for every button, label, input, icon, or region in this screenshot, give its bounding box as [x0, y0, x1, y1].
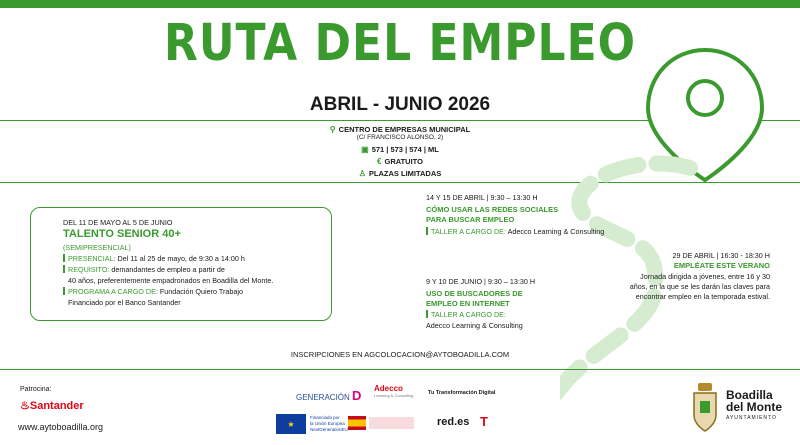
- ministry-badge: [369, 417, 414, 429]
- eu-flag-icon: ★: [276, 414, 306, 434]
- generacion-logo: GENERACIÓN D: [296, 388, 362, 403]
- bullet-bar: [426, 310, 428, 318]
- venue-line: ⚲ CENTRO DE EMPRESAS MUNICIPAL: [329, 125, 471, 134]
- event2-title-2: EMPLEO EN INTERNET: [426, 299, 510, 308]
- program-dates: DEL 11 DE MAYO AL 5 DE JUNIO: [63, 218, 173, 227]
- patrocina-label: Patrocina:: [20, 386, 52, 393]
- event3-desc-2: años, en la que se les darán las claves para: [629, 282, 770, 291]
- program-requirement: REQUISITO: demandantes de empleo a partir de: [63, 264, 225, 275]
- bullet-bar: [63, 254, 65, 262]
- dashed-path: [560, 164, 690, 445]
- program-presencial: PRESENCIAL: Del 11 al 25 de mayo, de 9:30 a 14:00 h: [63, 253, 245, 264]
- generacion-d-icon: D: [352, 388, 362, 403]
- event1-date: 14 Y 15 DE ABRIL | 9:30 – 13:30 H: [426, 193, 538, 202]
- city-crest-icon: [692, 381, 718, 433]
- eu-logo: ★ Financiado por la Unión Europea NextGenerationEU: [276, 414, 348, 434]
- page-title: RUTA DEL EMPLEO: [163, 14, 637, 73]
- redes-logo: red.es: [437, 416, 470, 428]
- address-line: (C/ FRANCISCO ALONSO, 2): [356, 134, 444, 141]
- program-provider: PROGRAMA A CARGO DE: Fundación Quiero Trabajo: [63, 286, 243, 297]
- santander-logo[interactable]: ♨Santander: [20, 400, 84, 412]
- location-pin-icon: ⚲: [329, 125, 336, 134]
- divider-bottom: [0, 369, 800, 370]
- event3-desc-1: Jornada dirigida a jóvenes, entre 16 y 30: [640, 272, 770, 281]
- spain-government-logo: [348, 414, 418, 432]
- event3-date: 29 DE ABRIL | 16:30 - 18:30 H: [672, 251, 770, 260]
- crest-tree: [700, 401, 710, 413]
- page-subtitle: ABRIL - JUNIO 2026: [309, 94, 491, 115]
- program-funding: Financiado por el Banco Santander: [68, 298, 181, 307]
- event3-desc-3: encontrar empleo en la temporada estival.: [635, 292, 770, 301]
- spain-flag-icon: [348, 416, 366, 430]
- euro-icon: €: [377, 157, 382, 166]
- program-requirement-2: 40 años, preferentemente empadronados en Boadilla del Monte.: [68, 276, 274, 285]
- event3-title: EMPLÉATE ESTE VERANO: [673, 261, 770, 270]
- event1-title-1: CÓMO USAR LAS REDES SOCIALES: [426, 205, 559, 214]
- bullet-bar: [63, 265, 65, 273]
- top-bar: [0, 0, 800, 8]
- plan-recuperacion-icon: T: [480, 414, 488, 429]
- crest-crown: [698, 383, 712, 391]
- boadilla-logo: Boadilla del Monte AYUNTAMIENTO: [726, 388, 782, 421]
- event2-date: 9 Y 10 DE JUNIO | 9:30 – 13:30 H: [426, 277, 536, 286]
- map-pin-hole: [688, 81, 722, 115]
- bus-line: ▣ 571 | 573 | 574 | ML: [361, 145, 439, 154]
- price-line: € GRATUITO: [377, 157, 423, 166]
- inscriptions-line: INSCRIPCIONES EN AGCOLOCACION@AYTOBOADILLA.COM: [290, 350, 510, 359]
- program-mode: (SEMIPRESENCIAL): [63, 243, 131, 252]
- adecco-logo: Adecco Learning & Consulting: [374, 384, 414, 398]
- bullet-bar: [426, 227, 428, 235]
- website-link[interactable]: www.aytoboadilla.org: [18, 422, 104, 432]
- event2-provider-value: Adecco Learning & Consulting: [426, 321, 523, 330]
- santander-flame-icon: ♨: [20, 400, 30, 412]
- event1-title-2: PARA BUSCAR EMPLEO: [426, 215, 515, 224]
- tu-transformacion-logo: Tu Transformación Digital: [428, 390, 496, 396]
- bus-icon: ▣: [361, 145, 369, 154]
- event2-title-1: USO DE BUSCADORES DE: [426, 289, 523, 298]
- event1-provider: TALLER A CARGO DE: Adecco Learning & Consulting: [426, 226, 604, 237]
- bullet-bar: [63, 287, 65, 295]
- person-icon: ♙: [358, 169, 366, 178]
- map-pin-graphic: [560, 40, 800, 445]
- program-title: TALENTO SENIOR 40+: [63, 228, 181, 240]
- places-line: ♙ PLAZAS LIMITADAS: [358, 169, 442, 178]
- event2-provider-label: TALLER A CARGO DE:: [426, 309, 506, 320]
